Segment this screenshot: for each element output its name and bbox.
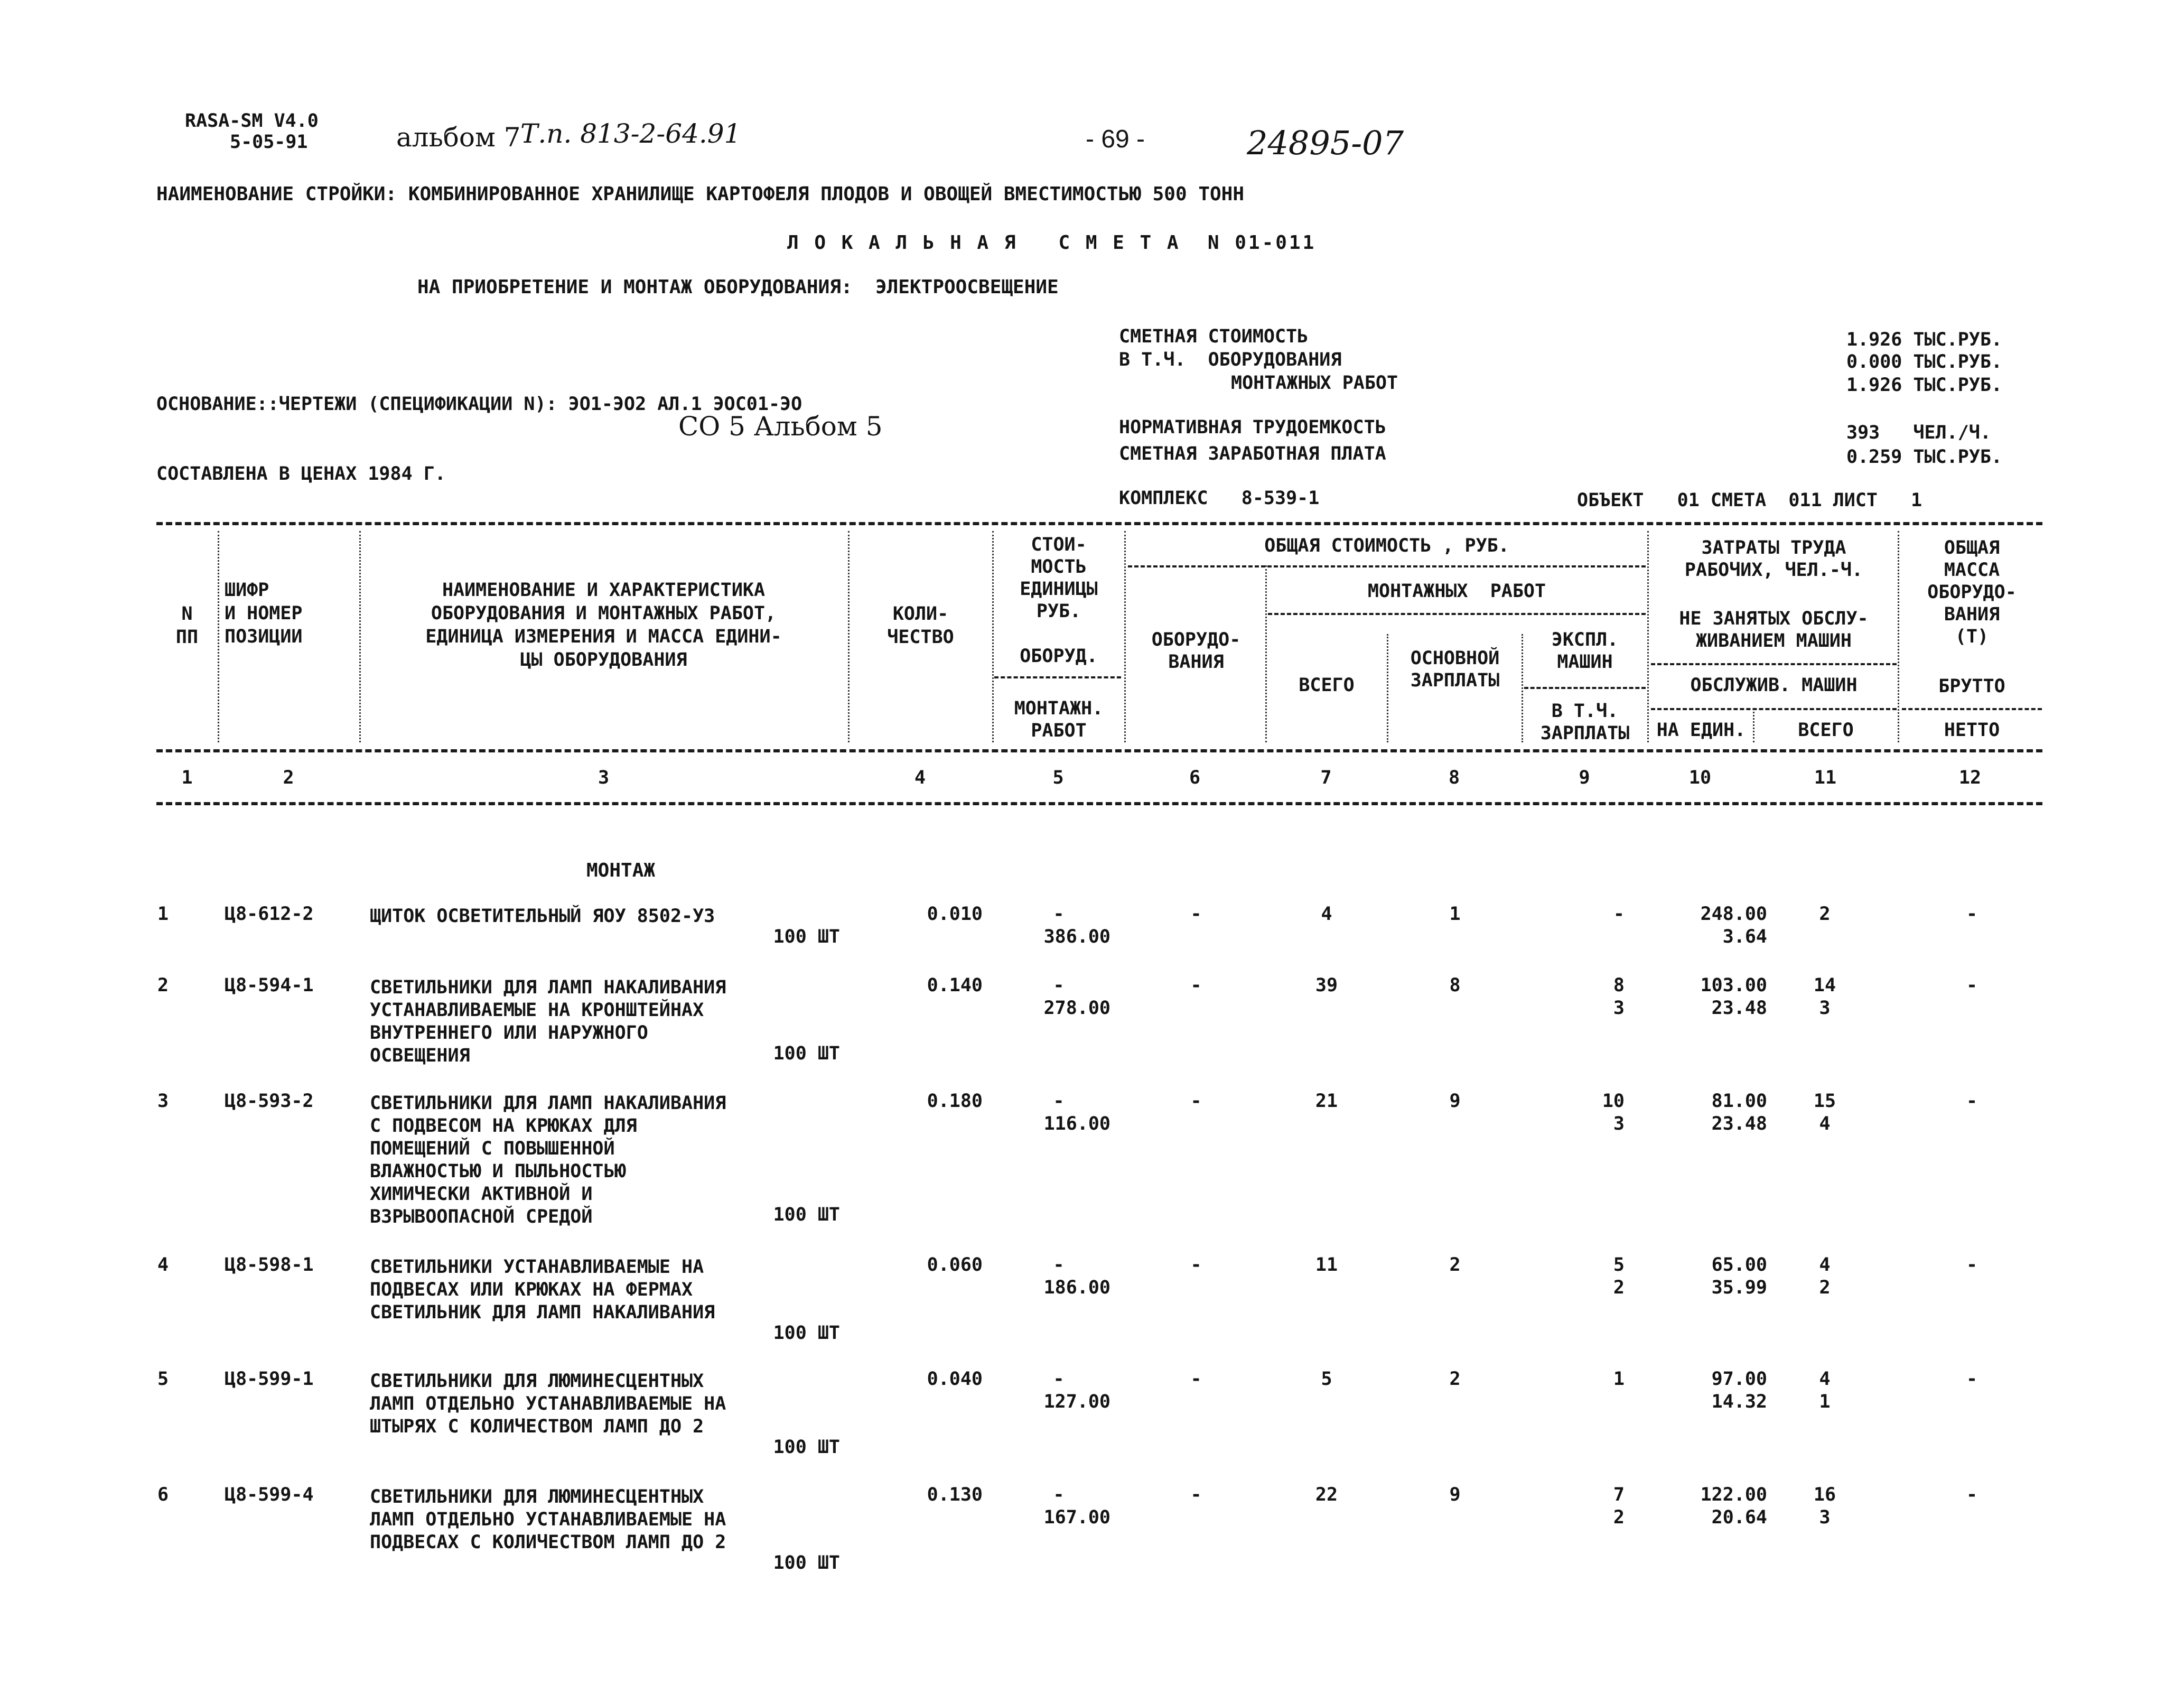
row-description: ЩИТОК ОСВЕТИТЕЛЬНЫЙ ЯОУ 8502-У3 [370, 906, 715, 927]
header-total: ВСЕГО [1299, 675, 1355, 696]
row-mass: - [1966, 975, 1978, 996]
row-unit: 100 ШТ [773, 1437, 840, 1458]
row-unit-installation: 186.00 [1043, 1277, 1110, 1298]
row-description: СВЕТИЛЬНИКИ ДЛЯ ЛАМП НАКАЛИВАНИЯ УСТАНАВЛИВАЕМЫЕ НА КРОНШТЕЙНАХ ВНУТРЕННЕГО ИЛИ НАРУЖНОГО ОСВЕЩЕНИЯ [370, 977, 726, 1066]
complex-line: КОМПЛЕКС 8-539-1 [1119, 488, 1320, 509]
row-machine-wage: 3 [1613, 998, 1625, 1019]
column-number: 9 [1579, 767, 1590, 788]
labor-label: НОРМАТИВНАЯ ТРУДОЕМКОСТЬ [1119, 417, 1386, 438]
row-mass: - [1966, 1484, 1978, 1505]
row-labor-total-machines: 2 [1819, 1277, 1831, 1298]
row-unit: 100 ШТ [773, 1552, 840, 1574]
wage-label: СМЕТНАЯ ЗАРАБОТНАЯ ПЛАТА [1119, 443, 1386, 464]
cost-label: СМЕТНАЯ СТОИМОСТЬ [1119, 326, 1309, 347]
row-total: 5 [1321, 1369, 1332, 1390]
row-machine-wage: 2 [1613, 1507, 1625, 1528]
header-sub-rule [1651, 663, 1897, 665]
row-unit-equipment: - [1053, 975, 1065, 996]
column-separator [1753, 708, 1754, 742]
row-quantity: 0.060 [927, 1254, 983, 1276]
header-labor-sub: НЕ ЗАНЯТЫХ ОБСЛУ- ЖИВАНИЕМ МАШИН [1679, 608, 1869, 651]
row-quantity: 0.130 [927, 1484, 983, 1505]
equipment-label: В Т.Ч. ОБОРУДОВАНИЯ [1119, 349, 1342, 370]
row-unit-installation: 386.00 [1043, 926, 1110, 947]
row-total: 22 [1315, 1484, 1338, 1505]
row-mass: - [1966, 904, 1978, 925]
row-equipment-cost: - [1190, 904, 1202, 925]
row-description: СВЕТИЛЬНИКИ УСТАНАВЛИВАЕМЫЕ НА ПОДВЕСАХ ИЛИ КРЮКАХ НА ФЕРМАХ СВЕТИЛЬНИК ДЛЯ ЛАМП НАКАЛИВАНИЯ [370, 1256, 715, 1323]
estimate-subtitle: НА ПРИОБРЕТЕНИЕ И МОНТАЖ ОБОРУДОВАНИЯ: ЭЛЕКТРООСВЕЩЕНИЕ [417, 276, 1059, 298]
row-mass: - [1966, 1254, 1978, 1276]
header-unit-installation: МОНТАЖН. РАБОТ [1014, 698, 1104, 741]
row-unit: 100 ШТ [773, 1204, 840, 1225]
row-labor-total: 14 [1813, 975, 1836, 996]
row-labor-per-unit: 103.00 [1700, 975, 1767, 996]
header-sub-rule [994, 676, 1121, 678]
header-mass-group: ОБЩАЯ МАССА ОБОРУДО- ВАНИЯ (Т) [1927, 537, 2017, 647]
row-equipment-cost: - [1190, 1091, 1202, 1112]
row-unit-installation: 116.00 [1043, 1113, 1110, 1134]
object-line: ОБЪЕКТ 01 СМЕТА 011 ЛИСТ 1 [1577, 490, 1922, 511]
row-unit-equipment: - [1053, 1254, 1065, 1276]
album-label: альбом 7 [396, 122, 521, 153]
row-code: Ц8-612-2 [225, 904, 314, 925]
row-quantity: 0.010 [927, 904, 983, 925]
row-unit: 100 ШТ [773, 1043, 840, 1064]
column-number: 5 [1052, 767, 1064, 788]
header-labor-group: ЗАТРАТЫ ТРУДА РАБОЧИХ, ЧЕЛ.-Ч. [1684, 537, 1863, 581]
row-labor-per-unit-machines: 20.64 [1711, 1507, 1767, 1528]
wage-value: 0.259 ТЫС.РУБ. [1846, 446, 2003, 468]
header-sub-rule [1902, 708, 2042, 710]
column-number: 1 [181, 767, 193, 788]
row-labor-total: 4 [1819, 1369, 1831, 1390]
column-separator [1265, 565, 1267, 742]
row-unit-installation: 278.00 [1043, 998, 1110, 1019]
column-separator [1522, 634, 1523, 742]
header-sub-rule [1651, 708, 1897, 710]
row-labor-per-unit: 122.00 [1700, 1484, 1767, 1505]
row-labor-total: 15 [1813, 1091, 1836, 1112]
row-unit-equipment: - [1053, 1091, 1065, 1112]
column-separator [1898, 531, 1899, 742]
numbers-bottom-rule [156, 802, 2042, 805]
row-equipment-cost: - [1190, 1254, 1202, 1276]
row-base-wage: 1 [1449, 904, 1461, 925]
row-total: 21 [1315, 1091, 1338, 1112]
row-labor-per-unit: 65.00 [1711, 1254, 1767, 1276]
header-code: ШИФР И НОМЕР ПОЗИЦИИ [225, 580, 303, 647]
column-separator [1647, 531, 1649, 742]
column-separator [848, 531, 850, 742]
header-bottom-rule [156, 749, 2042, 752]
row-code: Ц8-594-1 [225, 975, 314, 996]
row-labor-total: 2 [1819, 904, 1831, 925]
row-labor-per-unit-machines: 23.48 [1711, 998, 1767, 1019]
row-number: 4 [157, 1254, 169, 1276]
section-title: МОНТАЖ [586, 860, 656, 881]
column-separator [992, 531, 994, 742]
header-base-wage: ОСНОВНОЙ ЗАРПЛАТЫ [1410, 648, 1500, 691]
header-sub-rule [1128, 565, 1646, 567]
row-code: Ц8-593-2 [225, 1091, 314, 1112]
column-separator [359, 531, 361, 742]
column-number: 2 [283, 767, 294, 788]
row-labor-per-unit-machines: 23.48 [1711, 1113, 1767, 1134]
equipment-value: 0.000 ТЫС.РУБ. [1846, 351, 2003, 373]
row-total: 39 [1315, 975, 1338, 996]
column-separator [218, 531, 219, 742]
row-unit-installation: 167.00 [1043, 1507, 1110, 1528]
row-total: 4 [1321, 904, 1332, 925]
header-unit-cost: СТОИ- МОСТЬ ЕДИНИЦЫ РУБ. [1020, 534, 1098, 622]
header-mass-net: НЕТТО [1944, 720, 2000, 741]
prices-year: СОСТАВЛЕНА В ЦЕНАХ 1984 Г. [156, 463, 446, 485]
row-labor-per-unit: 81.00 [1711, 1091, 1767, 1112]
row-base-wage: 2 [1449, 1254, 1461, 1276]
page-number: - 69 - [1086, 125, 1145, 153]
header-row-number: N ПП [175, 603, 199, 648]
program-date: 5-05-91 [230, 132, 308, 153]
column-number: 10 [1688, 767, 1712, 788]
row-base-wage: 2 [1449, 1369, 1461, 1390]
row-labor-total-machines: 4 [1819, 1113, 1831, 1134]
row-labor-per-unit-machines: 35.99 [1711, 1277, 1767, 1298]
row-description: СВЕТИЛЬНИКИ ДЛЯ ЛЮМИНЕСЦЕНТНЫХ ЛАМП ОТДЕЛЬНО УСТАНАВЛИВАЕМЫЕ НА ШТЫРЯХ С КОЛИЧЕСТВОМ ЛАМП ДО 2 [370, 1371, 726, 1437]
row-labor-total-machines: 1 [1819, 1391, 1831, 1412]
header-sub-rule [1268, 613, 1646, 615]
header-machines: ЭКСПЛ. МАШИН [1551, 629, 1619, 673]
row-description: СВЕТИЛЬНИКИ ДЛЯ ЛАМП НАКАЛИВАНИЯ С ПОДВЕСОМ НА КРЮКАХ ДЛЯ ПОМЕЩЕНИЙ С ПОВЫШЕННОЙ ВЛАЖНОСТЬЮ И ПЫЛЬНОСТЬЮ ХИМИЧЕСКИ АКТИВНОЙ И ВЗРЫВООПАСНОЙ СРЕДОЙ [370, 1093, 726, 1227]
row-unit-equipment: - [1053, 904, 1065, 925]
program-name: RASA-SM V4.0 [185, 110, 319, 132]
column-number: 6 [1189, 767, 1201, 788]
row-machine-wage: 2 [1613, 1277, 1625, 1298]
column-number: 7 [1320, 767, 1332, 788]
estimate-title: Л О К А Л Ь Н А Я С М Е Т А N 01-011 [787, 232, 1317, 254]
column-separator [1124, 531, 1126, 742]
row-machines: - [1613, 904, 1625, 925]
row-unit: 100 ШТ [773, 926, 840, 947]
row-labor-total: 4 [1819, 1254, 1831, 1276]
row-base-wage: 9 [1449, 1091, 1461, 1112]
basis-line: ОСНОВАНИЕ::ЧЕРТЕЖИ (СПЕЦИФИКАЦИИ N): ЭО1-ЭО2 АЛ.1 ЭОС01-ЭО [156, 394, 802, 415]
row-unit-equipment: - [1053, 1484, 1065, 1505]
basis-handwritten: СО 5 Альбом 5 [678, 411, 883, 442]
row-unit-equipment: - [1053, 1369, 1065, 1390]
row-machines: 10 [1602, 1091, 1625, 1112]
column-number: 4 [914, 767, 926, 788]
row-code: Ц8-599-4 [225, 1484, 314, 1505]
row-unit-installation: 127.00 [1043, 1391, 1110, 1412]
header-labor-machines: ОБСЛУЖИВ. МАШИН [1690, 675, 1858, 696]
row-code: Ц8-598-1 [225, 1254, 314, 1276]
row-machines: 8 [1613, 975, 1625, 996]
row-base-wage: 9 [1449, 1484, 1461, 1505]
row-machine-wage: 3 [1613, 1113, 1625, 1134]
header-machine-wage: В Т.Ч. ЗАРПЛАТЫ [1540, 701, 1630, 744]
row-quantity: 0.180 [927, 1091, 983, 1112]
row-number: 6 [157, 1484, 169, 1505]
column-number: 8 [1448, 767, 1460, 788]
row-mass: - [1966, 1091, 1978, 1112]
header-equipment-cost: ОБОРУДО- ВАНИЯ [1151, 629, 1241, 673]
row-mass: - [1966, 1369, 1978, 1390]
header-total-cost-group: ОБЩАЯ СТОИМОСТЬ , РУБ. [1264, 535, 1509, 556]
row-quantity: 0.140 [927, 975, 983, 996]
row-labor-per-unit-machines: 14.32 [1711, 1391, 1767, 1412]
column-number: 3 [598, 767, 610, 788]
labor-value: 393 ЧЕЛ./Ч. [1846, 422, 1991, 443]
header-installation-group: МОНТАЖНЫХ РАБОТ [1367, 581, 1546, 602]
header-mass-gross: БРУТТО [1938, 676, 2005, 697]
album-reference: Т.п. 813-2-64.91 [520, 118, 741, 149]
document-code: 24895-07 [1247, 124, 1404, 162]
table-top-rule [156, 522, 2042, 525]
row-labor-total-machines: 3 [1819, 998, 1831, 1019]
row-description: СВЕТИЛЬНИКИ ДЛЯ ЛЮМИНЕСЦЕНТНЫХ ЛАМП ОТДЕЛЬНО УСТАНАВЛИВАЕМЫЕ НА ПОДВЕСАХ С КОЛИЧЕСТВОМ ЛАМП ДО 2 [370, 1486, 726, 1553]
installation-value: 1.926 ТЫС.РУБ. [1846, 375, 2003, 396]
column-number: 12 [1958, 767, 1982, 788]
row-equipment-cost: - [1190, 975, 1202, 996]
installation-label: МОНТАЖНЫХ РАБОТ [1231, 373, 1398, 394]
row-equipment-cost: - [1190, 1484, 1202, 1505]
row-number: 5 [157, 1369, 169, 1390]
row-labor-per-unit-machines: 3.64 [1722, 926, 1767, 947]
header-labor-total: ВСЕГО [1798, 720, 1854, 741]
row-machines: 5 [1613, 1254, 1625, 1276]
row-labor-total-machines: 3 [1819, 1507, 1831, 1528]
row-labor-per-unit: 97.00 [1711, 1369, 1767, 1390]
row-labor-total: 16 [1813, 1484, 1836, 1505]
header-description: НАИМЕНОВАНИЕ И ХАРАКТЕРИСТИКА ОБОРУДОВАНИЯ И МОНТАЖНЫХ РАБОТ, ЕДИНИЦА ИЗМЕРЕНИЯ И МАССА ЕДИНИ- ЦЫ ОБОРУДОВАНИЯ [425, 580, 782, 671]
row-base-wage: 8 [1449, 975, 1461, 996]
row-quantity: 0.040 [927, 1369, 983, 1390]
header-sub-rule [1524, 687, 1646, 689]
header-per-unit: НА ЕДИН. [1656, 720, 1746, 741]
row-labor-per-unit: 248.00 [1700, 904, 1767, 925]
row-number: 1 [157, 904, 169, 925]
row-machines: 1 [1613, 1369, 1625, 1390]
row-total: 11 [1315, 1254, 1338, 1276]
column-number: 11 [1814, 767, 1837, 788]
column-separator [1387, 634, 1388, 742]
header-quantity: КОЛИ- ЧЕСТВО [887, 603, 954, 648]
header-unit-equipment: ОБОРУД. [1020, 646, 1098, 667]
row-equipment-cost: - [1190, 1369, 1202, 1390]
row-machines: 7 [1613, 1484, 1625, 1505]
row-number: 3 [157, 1091, 169, 1112]
row-unit: 100 ШТ [773, 1323, 840, 1344]
row-number: 2 [157, 975, 169, 996]
project-name: НАИМЕНОВАНИЕ СТРОЙКИ: КОМБИНИРОВАННОЕ ХРАНИЛИЩЕ КАРТОФЕЛЯ ПЛОДОВ И ОВОЩЕЙ ВМЕСТИМОСТЬЮ 500 ТОНН [156, 183, 1245, 205]
row-code: Ц8-599-1 [225, 1369, 314, 1390]
cost-value: 1.926 ТЫС.РУБ. [1846, 329, 2003, 350]
